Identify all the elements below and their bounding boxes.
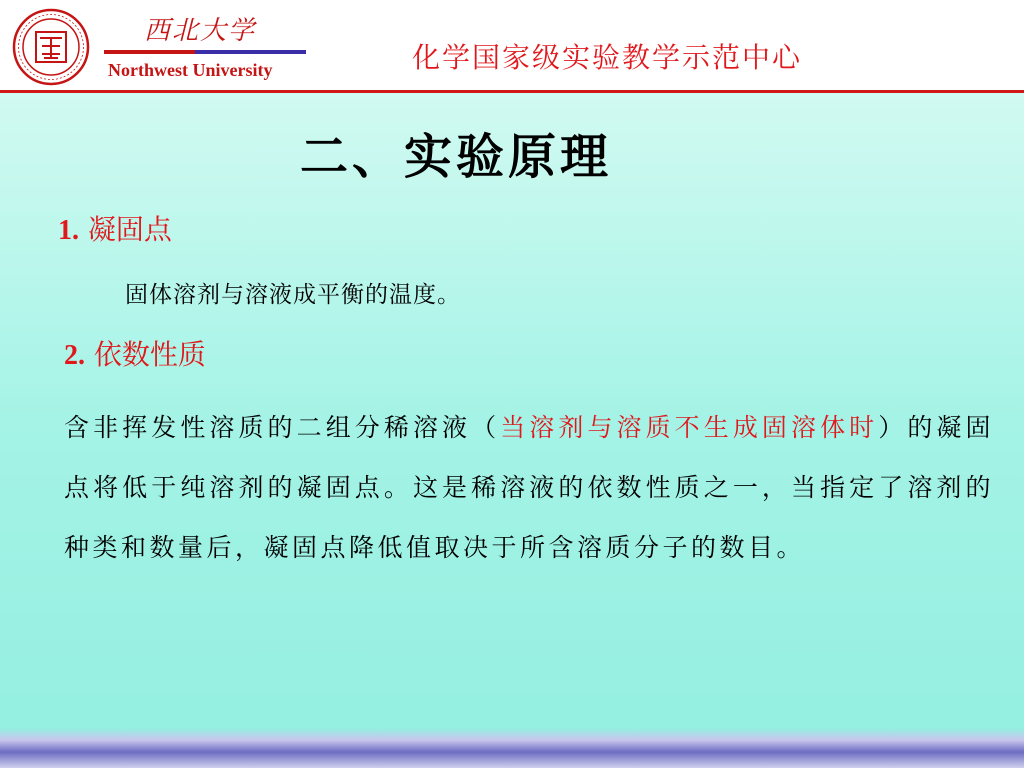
university-name-en: Northwest University (108, 60, 273, 80)
section-heading-2 (64, 333, 206, 373)
university-name-cn: 西北大学 (144, 16, 257, 46)
section-heading-1 (58, 208, 172, 248)
section-label: 依数性质 (93, 338, 206, 371)
section-number: 2. (64, 340, 85, 371)
center-name: 化学国家级实验教学示范中心 (412, 41, 803, 74)
section-label: 凝固点 (87, 213, 172, 246)
paragraph-text-part2: ）的凝固点将低于纯溶剂的凝固点。这是稀溶液的依数性质之一，当指定了溶剂的种类和数量后，凝固点降低值取决于所含溶质分子的数目。 (64, 413, 994, 562)
slide-header (0, 0, 1024, 92)
section-1-definition: 固体溶剂与溶液成平衡的温度。 (125, 282, 461, 308)
slide-title: 二、实验原理 (300, 129, 613, 185)
university-wordmark (104, 10, 314, 86)
body-paragraph (64, 398, 994, 578)
paragraph-text-part1: 含非挥发性溶质的二组分稀溶液（ (64, 413, 501, 442)
university-seal-logo (12, 8, 90, 86)
wordmark-underline (104, 50, 306, 54)
footer-band (0, 728, 1024, 768)
paragraph-highlight: 当溶剂与溶质不生成固溶体时 (500, 413, 879, 442)
header-rule (0, 90, 1024, 93)
section-number: 1. (58, 215, 79, 246)
